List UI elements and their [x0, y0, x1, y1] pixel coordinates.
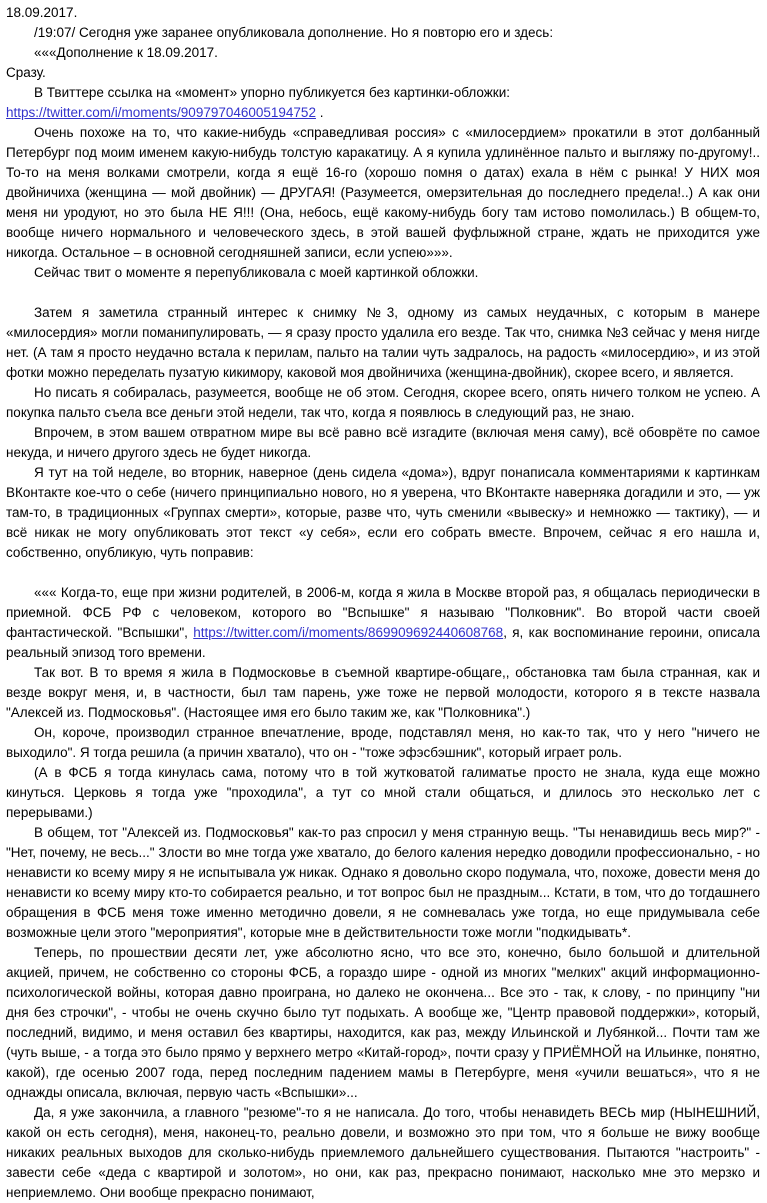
paragraph-text: Впрочем, в этом вашем отвратном мире вы всё равно всё изгадите (включая меня саму), всё обоврёте по самое некуда, и ничего другого здесь не будет никогда.: [6, 425, 760, 460]
paragraph-text: Но писать я собиралась, разумеется, вообще не об этом. Сегодня, скорее всего, опять ничего толком не успею. А покупка пальто съела все деньги этой недели, так что, когда я появлюсь в следующий раз, не знаю.: [6, 385, 760, 420]
paragraph-text: Затем я заметила странный интерес к снимку №3, одному из самых неудачных, с которым в манере «милосердия» могли поманипулировать, — я сразу просто удалила его везде. Так что, снимка №3 сейчас у меня нигде нет. (А там я просто неудачно встала к перилам, пальто на талии чуть задралось, на радость «милосердию», и из этой фотки можно переделать пузатую кикимору, каковой моя двойничиха (женщина-двойник), скорее всего, и является.: [6, 305, 760, 380]
paragraph: [6, 583, 760, 663]
paragraph: [6, 63, 760, 83]
paragraph: [6, 103, 760, 123]
paragraph: [6, 43, 760, 63]
paragraph: [6, 663, 760, 723]
paragraph: [6, 303, 760, 383]
paragraph: [6, 463, 760, 563]
paragraph-text: , я, как воспоминание героини, описала реальный эпизод того времени.: [6, 625, 760, 660]
blank-line: [6, 563, 760, 583]
paragraph: [6, 383, 760, 423]
paragraph: [6, 823, 760, 943]
paragraph-text: .: [315, 105, 324, 120]
paragraph-text: ««« Когда-то, еще при жизни родителей, в 2006-м, когда я жила в Москве второй раз, я общалась периодически в приемной. ФСБ РФ с человеком, которого во "Вспышке" я называю "Полковник". Во второй части своей фантастической. "Вспышки",: [6, 585, 760, 640]
paragraph-text: 18.09.2017.: [6, 5, 78, 20]
paragraph: [6, 83, 760, 103]
paragraph-text: Теперь, по прошествии десяти лет, уже абсолютно ясно, что все это, конечно, было большой и длительной акцией, причем, не собственно со стороны ФСБ, а гораздо шире - одной из многих "мелких" акций информационно-психологической войны, которая давно проиграна, но далеко не окончена... Все это - так, к слову, - по принципу "ни дня без строчки", - чтобы не очень скучно было тут подыхать. А вообще же, "Центр правовой поддержки», который, последний, видимо, и меня оставил без квартиры, находится, как раз, между Ильинской и Лубянкой... Почти там же (чуть выше, - а тогда это было прямо у верхнего метро «Китай-город», почти сразу у ПРИЁМНОЙ на Ильинке, понятно, какой), где осенью 2007 года, перед последним падением мамы в Петербурге, меня «учили вешаться», что я не однажды описала, включая, первую часть «Вспышки»...: [6, 945, 760, 1100]
paragraph-text: В Твиттере ссылка на «момент» упорно публикуется без картинки-обложки:: [34, 85, 510, 100]
paragraph: [6, 723, 760, 763]
paragraph-text: Я тут на той неделе, во вторник, наверное (день сидела «дома»), вдруг понаписала комментариями к картинкам ВКонтакте кое-что о себе (ничего принципиально нового, но я уверена, что ВКонтакте наверняка догадили и это, — уж там-то, в традиционных «Группах смерти», которые, разве что, чуть сменили «вывеску» и немножко — тактику), — и всё никак не могу опубликовать этот текст «у себя», если его собрать вместе. Впрочем, сейчас я его нашла и, собственно, опубликую, чуть поправив:: [6, 465, 760, 560]
paragraph-text: Сразу.: [6, 65, 46, 80]
paragraph-text: «««Дополнение к 18.09.2017.: [34, 45, 218, 60]
paragraph: [6, 763, 760, 823]
paragraph-text: Он, короче, производил странное впечатление, вроде, подставлял меня, но как-то так, что у него "ничего не выходило". Я тогда решила (а причин хватало), что он - "тоже эфэсбэшник", который играет роль.: [6, 725, 760, 760]
paragraph-text: /19:07/ Сегодня уже заранее опубликовала дополнение. Но я повторю его и здесь:: [34, 25, 554, 40]
paragraph: [6, 3, 760, 23]
blank-line: [6, 283, 760, 303]
paragraph-text: Сейчас твит о моменте я перепубликовала с моей картинкой обложки.: [34, 265, 479, 280]
twitter-moment-link[interactable]: https://twitter.com/i/moments/909797046005194752: [6, 105, 316, 120]
paragraph-text: Очень похоже на то, что какие-нибудь «справедливая россия» с «милосердием» прокатили в этот долбанный Петербург под моим именем какую-нибудь толстую каракатицу. А я купила удлинённое пальто и выгляжу по-другому!.. То-то на меня волками смотрели, когда я ещё 16-го (хорошо помня о датах) ехала в нём с рынка! У НИХ моя двойничиха (женщина — мой двойник) — ДРУГАЯ! (Разумеется, омерзительная до последнего предела!..) А как они меня ни уродуют, но это была НЕ Я!!! (Она, небось, ещё какому-нибудь богу там истово помолилась.) В общем-то, вообще ничего нормального и человеческого здесь, в этой вашей фуфлыжной стране, ждать не приходится уже никогда. Остальное – в основной сегодняшней записи, если успею»»».: [6, 125, 760, 260]
paragraph-text: Да, я уже закончила, а главного "резюме"-то я не написала. До того, чтобы ненавидеть ВЕСЬ мир (НЫНЕШНИЙ, какой он есть сегодня), меня, наконец-то, реально довели, и возможно это при том, что я больше не вижу вообще никаких реальных выходов для сколько-нибудь приемлемого дальнейшего существования. Пытаются "настроить" - завести себе «деда с квартирой и золотом», но они, как раз, прекрасно понимают, насколько мне это мерзко и неприемлемо. Они вообще прекрасно понимают,: [6, 1105, 760, 1200]
paragraph: [6, 263, 760, 283]
paragraph: [6, 943, 760, 1103]
paragraph: [6, 423, 760, 463]
paragraph-text: (А в ФСБ я тогда кинулась сама, потому что в той жутковатой галиматье просто не знала, куда еще можно кинуться. Церковь я тогда уже "проходила", а тут со мной стали общаться, и длилось это несколько лет с перерывами.): [6, 765, 760, 820]
paragraph: [6, 1103, 760, 1203]
paragraph: [6, 123, 760, 263]
twitter-moment-link[interactable]: https://twitter.com/i/moments/869909692440608768: [193, 625, 504, 640]
paragraph-text: Так вот. В то время я жила в Подмосковье в съемной квартире-общаге,, обстановка там была странная, как и везде вокруг меня, и, в частности, был там парень, уже тоже не первой молодости, которого я в тексте назвала "Алексей из. Подмосковья". (Настоящее имя его было таким же, как "Полковника".): [6, 665, 760, 720]
paragraph: [6, 23, 760, 43]
paragraph-text: В общем, тот "Алексей из. Подмосковья" как-то раз спросил у меня странную вещь. "Ты ненавидишь весь мир?" - "Нет, почему, не весь..." Злости во мне тогда уже хватало, до белого каления нередко доводили профессионально, - но ненависти ко всему миру я не испытывала уж никак. Однако я довольно скоро подумала, что, похоже, довести меня до ненависти ко всему миру кто-то собирается реально, и тот вопрос был не праздным... Кстати, в том, что до тогдашнего обращения в ФСБ меня тоже именно методично довели, я не сомневалась уже тогда, но еще придумывала себе возможные цели этого "мероприятия", которые мне в действительности тоже могли "подкидывать*.: [6, 825, 760, 940]
